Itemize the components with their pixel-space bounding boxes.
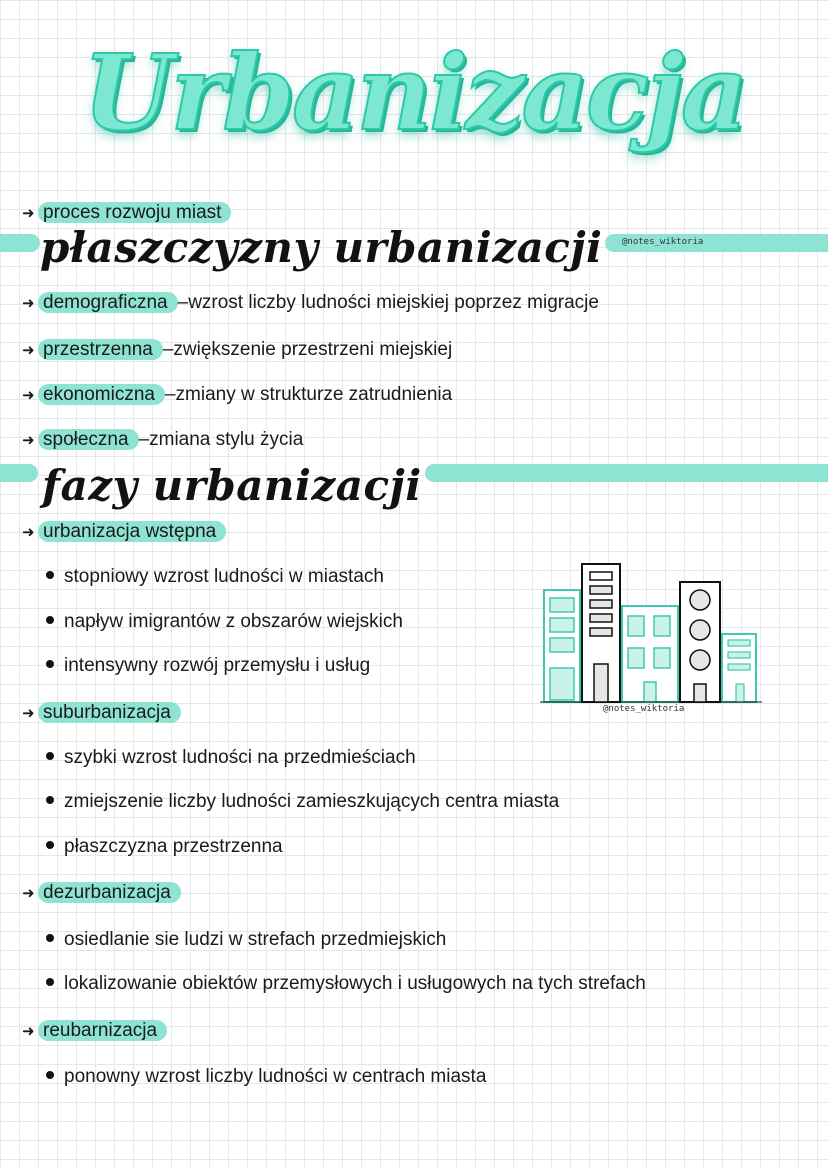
heading-band-right: [425, 464, 828, 482]
arrow-right-icon: ➜: [22, 524, 35, 541]
intro-term: proces rozwoju miast: [38, 202, 231, 223]
city-buildings-icon: [540, 560, 762, 710]
bullet-icon: [46, 934, 54, 942]
bullet-text: stopniowy wzrost ludności w miastach: [64, 566, 384, 587]
list-item: [22, 337, 452, 364]
page-title: Urbanizacja: [82, 31, 746, 154]
bullet-icon: [46, 660, 54, 668]
bullet-icon: [46, 571, 54, 579]
arrow-right-icon: ➜: [22, 885, 35, 902]
bullet-text: lokalizowanie obiektów przemysłowych i usługowych na tych strefach: [64, 973, 646, 994]
bullet-text: intensywny rozwój przemysłu i usług: [64, 655, 371, 676]
list-item: [22, 427, 303, 454]
illustration-credit: @notes_wiktoria: [603, 704, 685, 714]
bullet-icon: [46, 752, 54, 760]
arrow-right-icon: ➜: [22, 342, 35, 359]
bullet-item: [46, 1064, 486, 1090]
phase-name: urbanizacja wstępna: [38, 521, 226, 542]
phase-title: [22, 1018, 167, 1045]
arrow-right-icon: ➜: [22, 295, 35, 312]
section-heading-phases: fazy urbanizacji: [42, 461, 422, 510]
arrow-right-icon: ➜: [22, 1023, 35, 1040]
heading-band-left: [0, 464, 38, 482]
bullet-text: napływ imigrantów z obszarów wiejskich: [64, 611, 403, 632]
phase-title: [22, 880, 181, 907]
item-term: demograficzna: [38, 292, 178, 313]
list-item: [22, 382, 452, 409]
phase-title: [22, 519, 226, 546]
item-desc: –zwiększenie przestrzeni miejskiej: [162, 339, 453, 360]
bullet-item: [46, 834, 283, 860]
section-heading-planes: płaszczyzny urbanizacji: [40, 223, 603, 272]
item-desc: –wzrost liczby ludności miejskiej poprzez migracje: [177, 292, 599, 313]
arrow-right-icon: ➜: [22, 705, 35, 722]
phase-name: reubarnizacja: [38, 1020, 167, 1041]
item-term: ekonomiczna: [38, 384, 165, 405]
arrow-right-icon: ➜: [22, 432, 35, 449]
bullet-icon: [46, 841, 54, 849]
bullet-icon: [46, 616, 54, 624]
bullet-item: [46, 564, 384, 590]
bullet-text: zmiejszenie liczby ludności zamieszkujących centra miasta: [64, 791, 560, 812]
bullet-item: [46, 745, 416, 771]
heading-band-left: [0, 234, 40, 252]
bullet-text: osiedlanie sie ludzi w strefach przedmiejskich: [64, 929, 447, 950]
phase-title: [22, 700, 181, 727]
arrow-right-icon: ➜: [22, 205, 35, 222]
bullet-icon: [46, 1071, 54, 1079]
bullet-icon: [46, 978, 54, 986]
credit-label: @notes_wiktoria: [622, 237, 704, 247]
bullet-item: [46, 653, 370, 679]
bullet-text: szybki wzrost ludności na przedmieściach: [64, 747, 416, 768]
phase-name: dezurbanizacja: [38, 882, 181, 903]
bullet-item: [46, 927, 446, 953]
phase-name: suburbanizacja: [38, 702, 181, 723]
bullet-text: płaszczyzna przestrzenna: [64, 836, 283, 857]
arrow-right-icon: ➜: [22, 387, 35, 404]
list-item: [22, 290, 599, 317]
bullet-icon: [46, 796, 54, 804]
item-desc: –zmiana stylu życia: [138, 429, 304, 450]
item-desc: –zmiany w strukturze zatrudnienia: [164, 384, 453, 405]
item-term: społeczna: [38, 429, 139, 450]
item-term: przestrzenna: [38, 339, 163, 360]
bullet-item: [46, 609, 403, 635]
bullet-text: ponowny wzrost liczby ludności w centrach miasta: [64, 1066, 487, 1087]
bullet-item: [46, 789, 559, 815]
bullet-item: [46, 971, 646, 997]
